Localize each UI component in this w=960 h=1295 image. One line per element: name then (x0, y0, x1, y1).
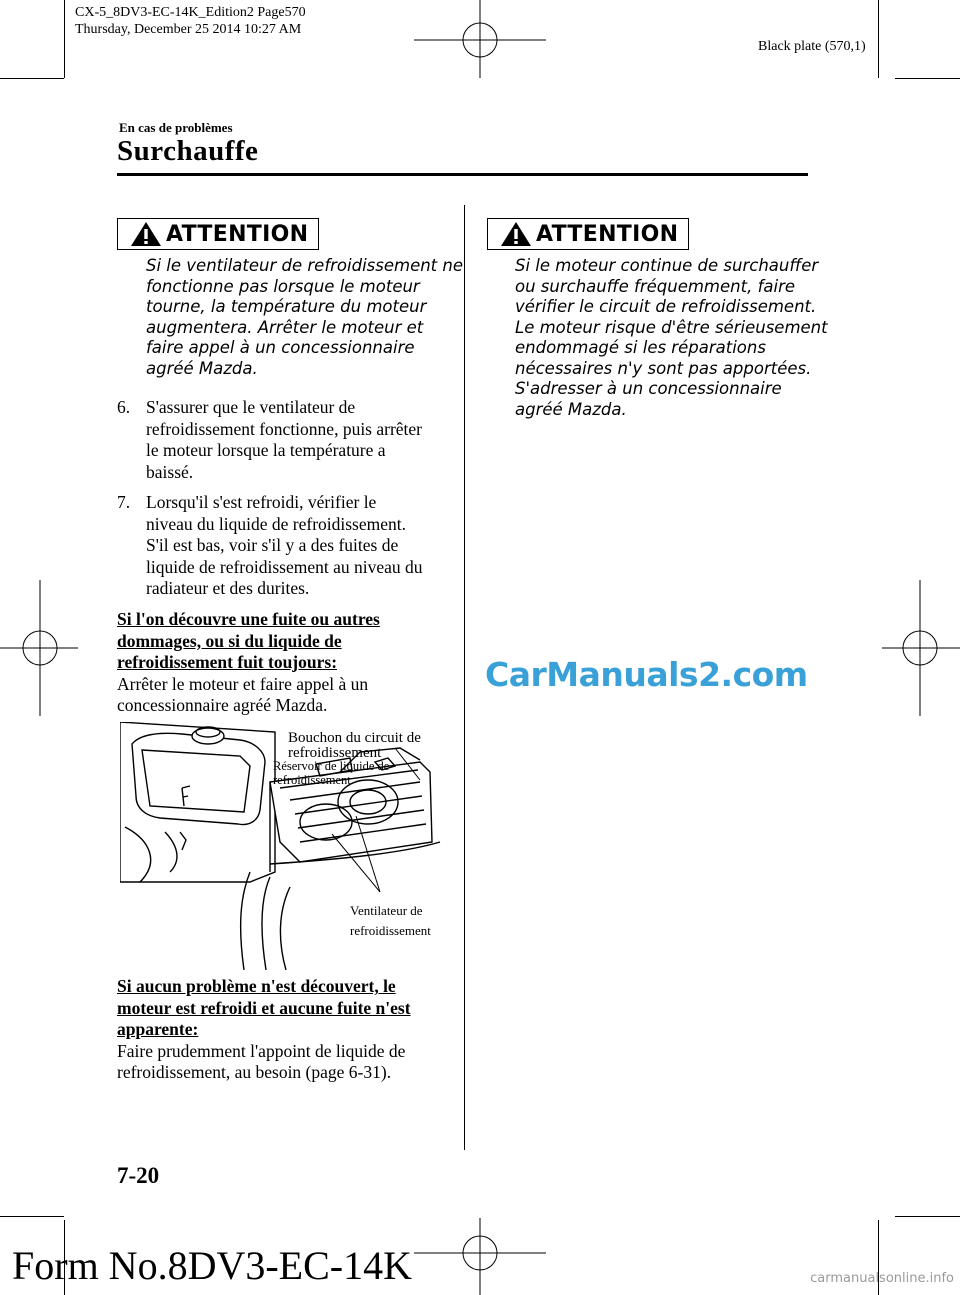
label-reservoir (273, 759, 389, 787)
warning-line: tourne, la température du moteur (146, 297, 427, 316)
step-7 (117, 492, 457, 600)
warning-line: Le moteur risque d'être sérieusement (515, 317, 828, 337)
subheading-line: dommages, ou si du liquide de (117, 630, 342, 651)
column-separator (464, 205, 465, 1150)
label-cap (288, 731, 421, 761)
warning-line: S'adresser à un concessionnaire (515, 379, 782, 398)
noleak-section (117, 976, 411, 1084)
step-number: 6. (117, 397, 131, 417)
warning-line: agréé Mazda. (146, 358, 258, 378)
title-rule (117, 173, 808, 176)
step-line: liquide de refroidissement au niveau du (146, 556, 423, 577)
page-title: Surchauffe (117, 135, 259, 167)
warning-line: Si le moteur continue de surchauffer (515, 256, 819, 275)
step-line: S'il est bas, voir s'il y a des fuites de (146, 535, 399, 555)
body-line: Faire prudemment l'appoint de liquide de (117, 1040, 406, 1061)
step-line: le moteur lorsque la température a (146, 440, 386, 460)
warning-triangle-icon (500, 221, 532, 247)
warning-triangle-icon (130, 221, 162, 247)
attention-text-left (146, 256, 463, 379)
step-line: niveau du liquide de refroidissement. (146, 513, 406, 534)
warning-line: faire appel à un concessionnaire (146, 338, 415, 357)
label-line: refroidissement (273, 773, 351, 787)
header-file-line: CX-5_8DV3-EC-14K_Edition2 Page570 (75, 5, 306, 20)
attention-label: ATTENTION (536, 221, 679, 247)
label-line: Ventilateur de (350, 903, 423, 918)
section-breadcrumb: En cas de problèmes (119, 120, 233, 135)
attention-text-right (515, 256, 828, 420)
subheading-line: apparente: (117, 1019, 199, 1039)
subheading-line: Si l'on découvre une fuite ou autres (117, 609, 380, 629)
subheading-line: Si aucun problème n'est découvert, le (117, 976, 396, 996)
step-line: baissé. (146, 461, 194, 482)
step-line: Lorsqu'il s'est refroidi, vérifier le (146, 492, 377, 512)
warning-line: vérifier le circuit de refroidissement. (515, 297, 817, 316)
attention-label: ATTENTION (166, 221, 309, 247)
label-line: Réservoir de liquide de (273, 759, 390, 773)
body-line: refroidissement, au besoin (page 6-31). (117, 1062, 392, 1082)
watermark-center: CarManuals2.com (485, 655, 808, 694)
header-date-line: Thursday, December 25 2014 10:27 AM (75, 22, 302, 37)
form-number: Form No.8DV3-EC-14K (12, 1243, 412, 1288)
attention-box-left (117, 218, 319, 250)
label-fan (350, 901, 431, 941)
body-line: concessionnaire agréé Mazda. (117, 695, 328, 715)
label-line: refroidissement (288, 745, 382, 761)
label-line: refroidissement (350, 923, 431, 938)
warning-line: fonctionne pas lorsque le moteur (146, 276, 420, 296)
watermark-bottom: carmanualsonline.info (810, 1271, 954, 1286)
step-line: S'assurer que le ventilateur de (146, 397, 356, 417)
warning-line: augmentera. Arrêter le moteur et (146, 317, 424, 337)
warning-line: Si le ventilateur de refroidissement ne (146, 256, 463, 275)
subheading-line: refroidissement fuit toujours: (117, 652, 338, 672)
warning-line: ou surchauffe fréquemment, faire (515, 276, 796, 296)
label-line: Bouchon du circuit de (288, 730, 421, 746)
leak-heading (117, 609, 380, 717)
step-line: radiateur et des durites. (146, 578, 310, 598)
body-line: Arrêter le moteur et faire appel à un (117, 673, 369, 694)
warning-line: endommagé si les réparations (515, 338, 766, 357)
warning-line: agréé Mazda. (515, 399, 627, 419)
header-plate: Black plate (570,1) (758, 39, 866, 54)
step-line: refroidissement fonctionne, puis arrêter (146, 418, 423, 439)
step-number: 7. (117, 492, 131, 512)
attention-box-right (487, 218, 689, 250)
subheading-line: moteur est refroidi et aucune fuite n'est (117, 997, 411, 1018)
page-number: 7-20 (117, 1163, 160, 1188)
step-6 (117, 397, 457, 483)
warning-line: nécessaires n'y sont pas apportées. (515, 358, 812, 378)
